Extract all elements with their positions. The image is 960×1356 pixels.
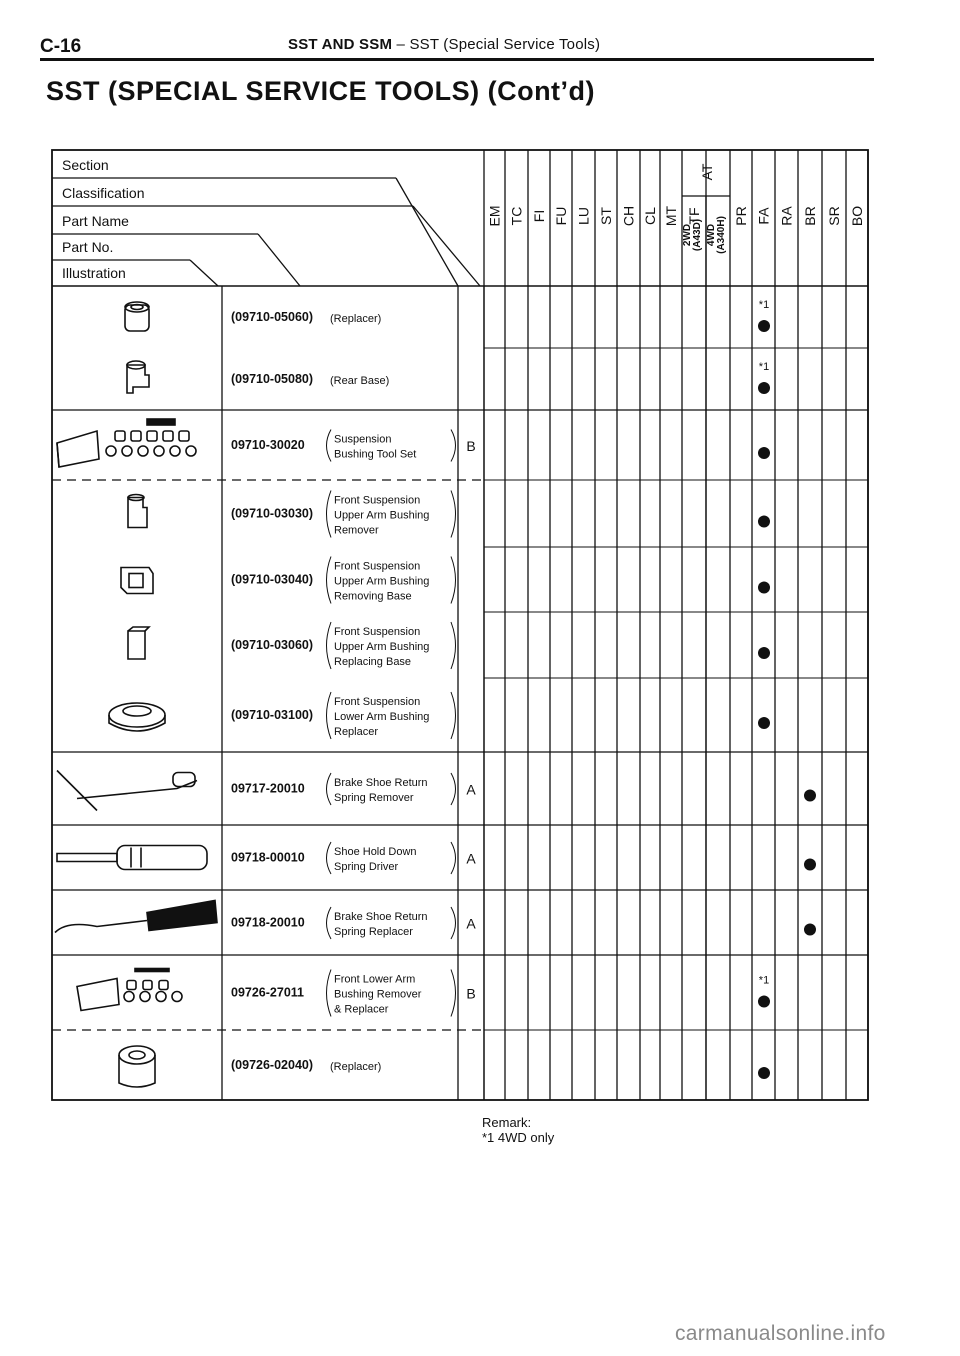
header-diagonal [190,260,218,286]
applicable-dot [804,924,816,936]
at-subcolumn-label: (A43D) [692,218,703,252]
column-label-cl: CL [642,207,658,225]
part-number: 09718-20010 [231,915,305,930]
replacing-base-icon [128,627,149,659]
watermark: carmanualsonline.info [675,1322,886,1345]
column-label-fi: FI [531,209,547,223]
remark [482,1115,554,1145]
part-name-line: Replacer [334,726,379,738]
column-label-at: AT [699,163,715,181]
part-name-line: Upper Arm Bushing [334,575,430,588]
bracket-left [327,773,332,805]
part-name-line: Removing Base [334,590,412,603]
part-name-line: Spring Replacer [334,926,413,938]
applicable-dot [804,790,816,802]
part-name-line: (Rear Base) [330,375,390,387]
applicable-dot [758,320,770,332]
bracket-left [327,692,332,739]
at-subcolumn-label: (A340H) [716,216,727,254]
section-title: SST AND SSM [288,36,393,53]
at-subcolumn-label: 4WD [706,223,717,247]
footnote-marker: *1 [758,299,770,311]
part-name-line: Spring Driver [334,861,399,873]
part-name-line: Front Suspension [334,696,421,708]
part-name-line: Front Suspension [334,494,421,507]
part-name-line: Lower Arm Bushing [334,711,430,723]
applicable-dot [758,647,770,659]
bracket-left [327,907,332,939]
part-name-line: Replacing Base [334,656,412,668]
remark-title: Remark: [482,1115,532,1130]
part-name-line: & Replacer [334,1003,389,1016]
part-number: (09710-05080) [231,372,314,386]
bracket-right [451,692,456,739]
bracket-right [451,842,456,874]
applicable-dot [758,996,770,1008]
removing-base-icon [121,568,153,594]
column-label-lu: LU [575,207,592,225]
column-label-ra: RA [778,206,795,226]
classification-letter: A [466,850,476,867]
at-subcolumn-label: 2WD [682,223,693,247]
column-label-tc: TC [508,206,525,226]
column-label-st: ST [598,207,614,225]
applicable-dot [758,717,770,729]
replacer-cup-icon [125,302,149,331]
rear-base-icon [127,361,149,393]
replacer-cylinder-icon [119,1046,155,1087]
page-code: C-16 [40,36,82,57]
header-diagonal [258,234,300,286]
bracket-right [451,907,456,939]
bracket-left [327,970,332,1017]
column-label-bo: BO [849,205,865,227]
header-label-classification: Classification [62,185,145,201]
column-label-ch: CH [620,205,637,227]
part-name-line: Suspension [334,433,392,446]
bracket-left [327,557,332,604]
part-number: 09717-20010 [231,781,305,796]
part-number: (09710-05060) [231,310,314,324]
bracket-right [451,557,456,604]
remark-note: *1 4WD only [482,1130,555,1145]
header-label-section: Section [62,157,109,173]
lower-arm-bushing-tool-set-icon [77,969,182,1011]
part-name-line: (Replacer) [330,313,382,325]
part-name-line: Upper Arm Bushing [334,509,430,522]
upper-arm-bushing-remover-icon [128,495,147,528]
part-name-line: Remover [334,524,379,537]
part-number: (09726-02040) [231,1058,314,1072]
part-number: (09710-03030) [231,506,314,521]
bracket-right [451,970,456,1017]
lower-arm-bushing-replacer-icon [109,703,165,731]
bracket-right [451,622,456,669]
header-label-part-name: Part Name [62,213,129,229]
part-name-line: Brake Shoe Return [334,911,428,923]
part-name-line: (Replacer) [330,1061,382,1073]
column-label-pr: PR [733,206,749,226]
part-number: (09710-03100) [231,708,314,722]
part-name-line: Brake Shoe Return [334,777,428,789]
brake-spring-replacer-icon [55,901,217,933]
bracket-left [327,842,332,874]
bracket-right [451,491,456,538]
spring-driver-icon [57,846,207,870]
header-label-part-no-: Part No. [62,239,114,255]
part-number: 09718-00010 [231,850,305,865]
part-number: 09710-30020 [231,438,305,452]
classification-letter: A [466,781,476,798]
part-name-line: Shoe Hold Down [334,846,417,858]
part-number: (09710-03040) [231,572,314,587]
column-label-tf: TF [686,207,702,225]
footnote-marker: *1 [758,974,770,987]
bushing-tool-set-icon [57,419,196,467]
part-name-line: Spring Remover [334,792,414,804]
column-label-br: BR [802,206,818,226]
brake-spring-remover-icon [57,771,197,811]
bracket-left [327,622,332,669]
classification-letter: B [466,438,476,454]
header-label-illustration: Illustration [62,265,126,281]
part-number: 09726-27011 [231,985,304,1000]
bracket-right [451,773,456,805]
applicable-dot [804,859,816,871]
bracket-left [327,430,332,462]
page-title: SST (SPECIAL SERVICE TOOLS) (Cont’d) [46,76,596,106]
applicable-dot [758,1067,770,1079]
table-frame [52,150,868,1100]
part-name-line: Front Suspension [334,560,421,573]
classification-letter: A [466,915,476,932]
applicable-dot [758,516,770,528]
footnote-marker: *1 [758,361,770,373]
bracket-left [327,491,332,538]
column-label-em: EM [486,205,503,227]
applicable-dot [758,382,770,394]
part-name-line: Front Suspension [334,626,421,638]
column-label-sr: SR [826,206,842,226]
section-subtitle: – SST (Special Service Tools) [396,36,601,53]
part-number: (09710-03060) [231,638,314,652]
column-label-fa: FA [755,207,772,225]
part-name-line: Front Lower Arm [334,973,416,986]
classification-letter: B [466,985,476,1002]
header-diagonal [413,206,480,286]
column-label-mt: MT [663,205,679,227]
part-name-line: Upper Arm Bushing [334,641,430,653]
part-name-line: Bushing Remover [334,988,422,1001]
applicable-dot [758,582,770,594]
applicable-dot [758,447,770,459]
part-name-line: Bushing Tool Set [334,448,417,461]
column-label-fu: FU [553,206,569,226]
header-diagonal [396,178,458,286]
bracket-right [451,430,456,462]
